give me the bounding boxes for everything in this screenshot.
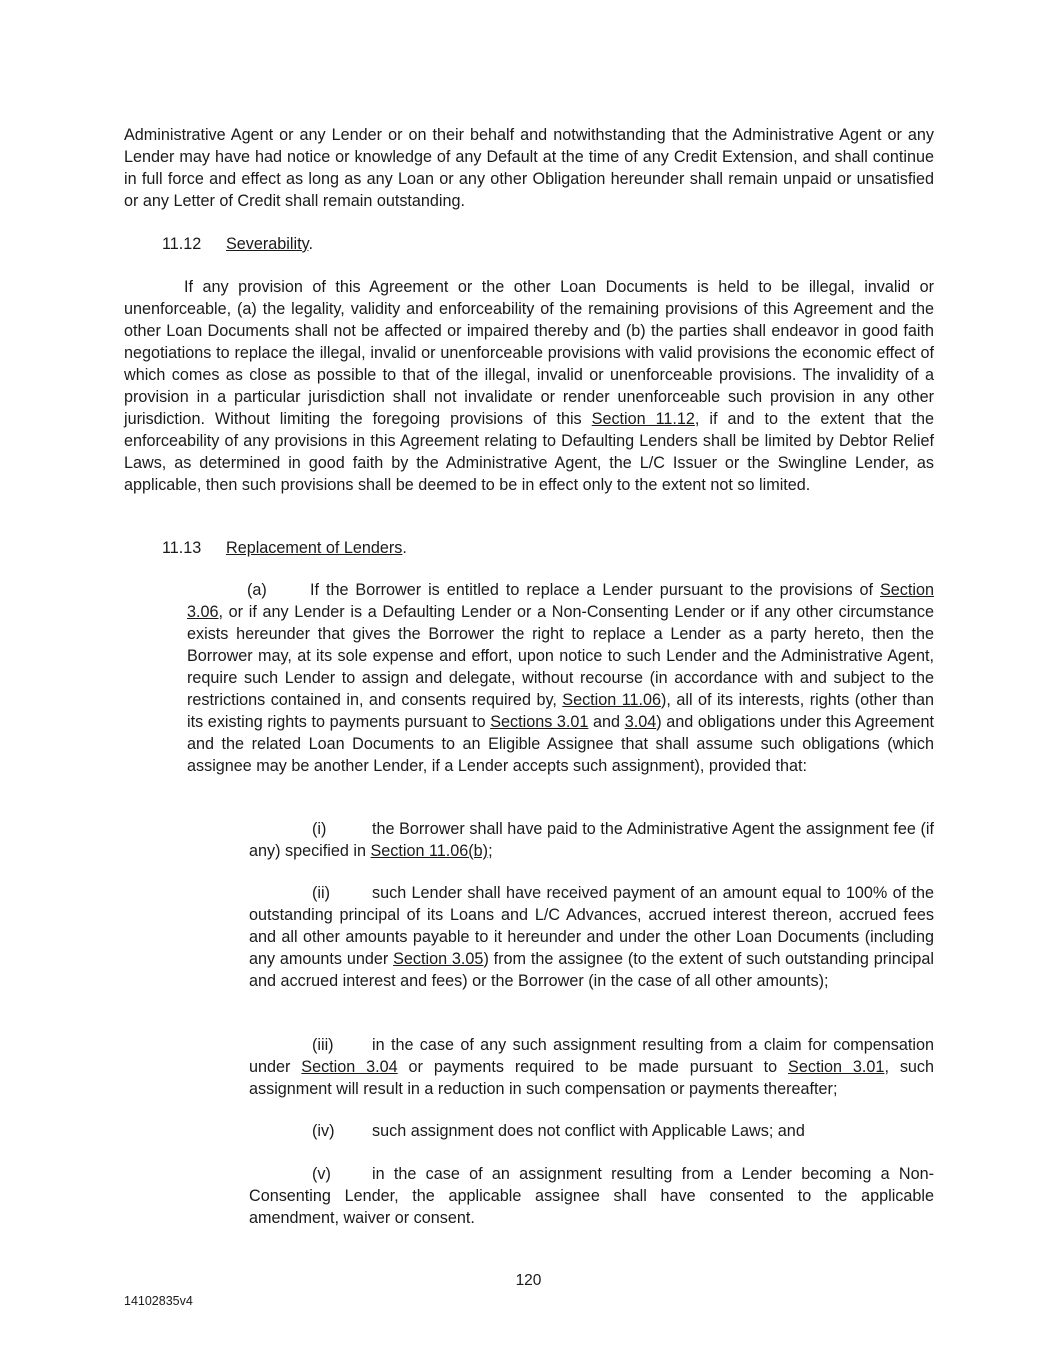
clause-ii (249, 882, 934, 992)
cross-reference: Sections 3.01 (490, 713, 589, 731)
text-run: in the case of an assignment resulting from a Lender becoming a Non-Consenting Lender, the applicable assignee shall have consented to the applicable amendment, waiver or consent. (249, 1165, 934, 1227)
clause-label: (i) (312, 820, 327, 838)
text-run: ), all of its interests, rights (other than its existing rights to payments pursuant to (187, 691, 934, 731)
clause-label: (iv) (312, 1122, 335, 1140)
text-run: , such assignment will result in a reduction in such compensation or payments thereafter; (249, 1058, 935, 1098)
clause-i (249, 818, 934, 862)
clause-label: (ii) (312, 884, 330, 902)
text-run: the Borrower shall have paid to the Administrative Agent the assignment fee (if any) specified in (249, 820, 934, 860)
text-run: such Lender shall have received payment of an amount equal to 100% of the outstanding principal of its Loans and L/C Advances, accrued interest thereon, accrued fees and all other amounts payable to it hereunder and under the other Loan Documents (including any amounts under (249, 884, 934, 968)
clause-label: (v) (312, 1165, 331, 1183)
text-run: ) and obligations under this Agreement and the related Loan Documents to an Eligible Assignee that shall assume such obligations (which assignee may be another Lender, if a Lender accepts such assignment), provided that: (187, 713, 934, 775)
clause-label: (a) (247, 581, 267, 599)
text-run: , if and to the extent that the enforceability of any provisions in this Agreement relating to Defaulting Lenders shall be limited by Debtor Relief Laws, as determined in good faith by the Administrative Agent, the L/C Issuer or the Swingline Lender, as applicable, then such provisions shall be deemed to be in effect only to the extent not so limited. (124, 410, 934, 494)
text-run: If the Borrower is entitled to replace a Lender pursuant to the provisions of (310, 581, 880, 599)
cross-reference: Section 11.12 (591, 410, 695, 428)
cross-reference: Section 3.06 (187, 581, 934, 621)
clause-iv (249, 1120, 934, 1142)
section-title: Severability (226, 235, 309, 253)
text-run: ) from the assignee (to the extent of such outstanding principal and accrued interest and fees) or the Borrower (in the case of all other amounts); (249, 950, 934, 990)
section-heading-11-13 (162, 537, 407, 559)
section-title: Replacement of Lenders (226, 539, 403, 557)
text-run: ; (488, 842, 493, 860)
clause-label: (iii) (312, 1036, 334, 1054)
clause-iii (249, 1034, 934, 1100)
page-number: 120 (515, 1272, 542, 1289)
cross-reference: Section 3.01 (788, 1058, 885, 1076)
cross-reference: Section 3.04 (301, 1058, 398, 1076)
text-run: or payments required to be made pursuant to (397, 1058, 789, 1076)
continuation-paragraph: Administrative Agent or any Lender or on their behalf and notwithstanding that the Administrative Agent or any Lender may have had notice or knowledge of any Default at the time of any Credit Extension, and shall continue in full force and effect as long as any Loan or any other Obligation hereunder shall remain unpaid or unsatisfied or any Letter of Credit shall remain outstanding. (124, 126, 934, 210)
severability-paragraph (124, 276, 934, 496)
document-id: 14102835v4 (124, 1294, 193, 1308)
section-heading-11-12 (162, 233, 313, 255)
cross-reference: Section 11.06(b) (370, 842, 489, 860)
text-run: If any provision of this Agreement or the other Loan Documents is held to be illegal, invalid or unenforceable, (a) the legality, validity and enforceability of the remaining provisions of this Agreement and the other Loan Documents shall not be affected or impaired thereby and (b) the parties shall endeavor in good faith negotiations to replace the illegal, invalid or unenforceable provisions with valid provisions the economic effect of which comes as close as possible to that of the illegal, invalid or unenforceable provisions. The invalidity of a provision in a particular jurisdiction shall not invalidate or render unenforceable such provision in any other jurisdiction. Without limiting the foregoing provisions of this (124, 278, 934, 428)
text-run: in the case of any such assignment resulting from a claim for compensation under (249, 1036, 934, 1076)
cross-reference: Section 3.05 (393, 950, 484, 968)
heading-period: . (402, 539, 407, 557)
heading-period: . (308, 235, 313, 253)
text-run: such assignment does not conflict with Applicable Laws; and (372, 1122, 805, 1140)
cross-reference: Section 11.06 (562, 691, 662, 709)
clause-a (187, 579, 934, 777)
cross-reference: 3.04 (624, 713, 657, 731)
text-run: , or if any Lender is a Defaulting Lender or a Non-Consenting Lender or if any other circumstance exists hereunder that gives the Borrower the right to replace a Lender as a party hereto, then the Borrower may, at its sole expense and effort, upon notice to such Lender and the Administrative Agent, require such Lender to assign and delegate, without recourse (in accordance with and subject to the restrictions contained in, and consents required by, (187, 603, 934, 709)
section-number: 11.12 (162, 235, 202, 253)
section-number: 11.13 (162, 539, 202, 557)
clause-v (249, 1163, 934, 1229)
text-run: and (588, 713, 625, 731)
